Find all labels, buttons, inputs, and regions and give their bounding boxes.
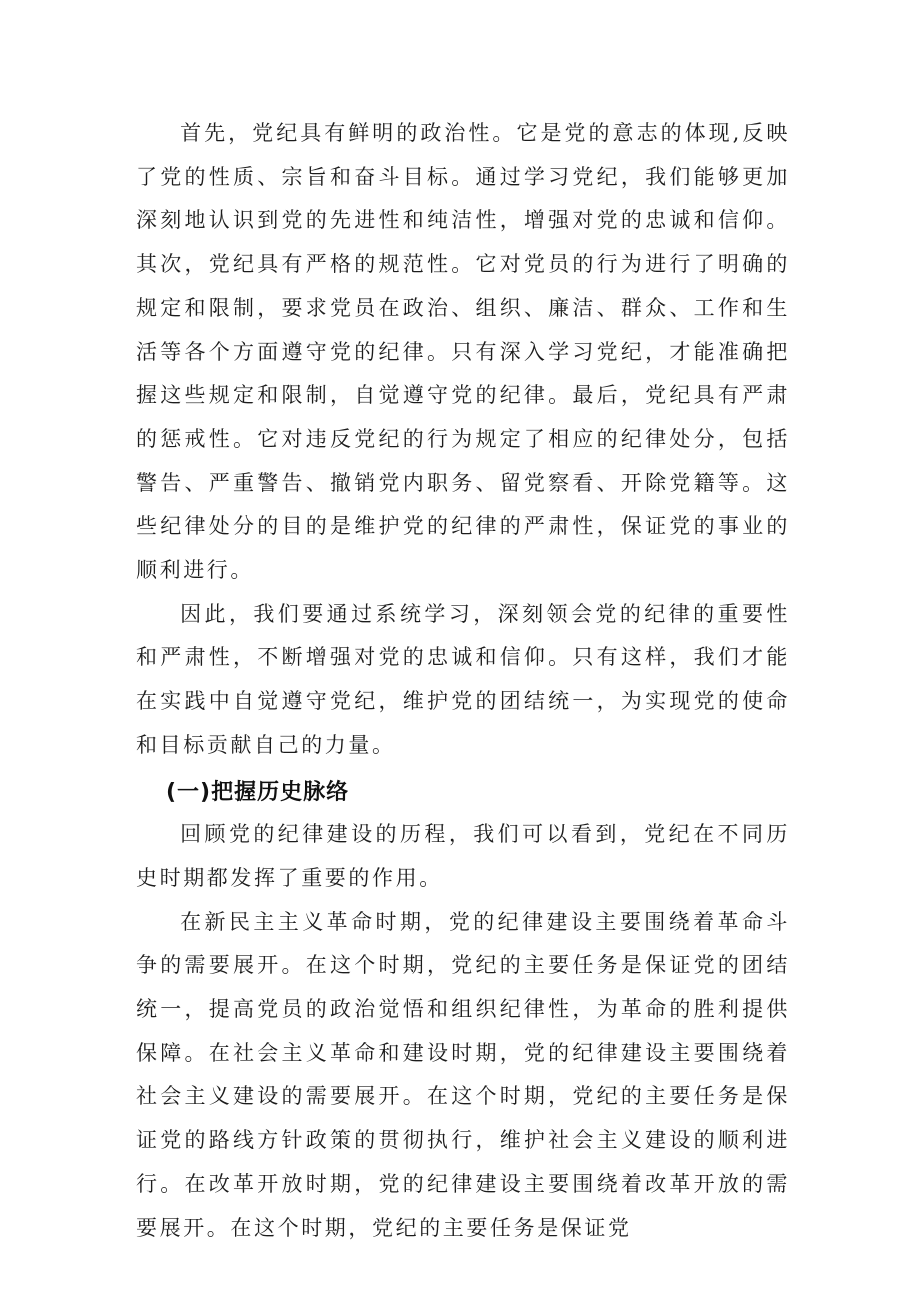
section-heading: (一)把握历史脉络 [166,779,350,805]
paragraph-history-periods: 在新民主主义革命时期，党的纪律建设主要围绕着革命斗争的需要展开。在这个时期，党纪的主要任务是保证党的团结统一，提高党员的政治觉悟和组织纪律性，为革命的胜利提供保障。在社会主义革命和建设时期，党的纪律建设主要围绕着社会主义建设的需要展开。在这个时期，党纪的主要任务是保证党的路线方针政策的贯彻执行，维护社会主义建设的顺利进行。在改革开放时期，党的纪律建设主要围绕着改革开放的需要展开。在这个时期，党纪的主要任务是保证党 [136,909,790,1240]
paragraph-conclusion: 因此，我们要通过系统学习，深刻领会党的纪律的重要性和严肃性，不断增强对党的忠诚和信仰。只有这样，我们才能在实践中自觉遵守党纪，维护党的团结统一，为实现党的使命和目标贡献自己的力量。 [136,601,790,757]
document-body [136,112,790,1250]
paragraph-party-discipline-nature: 首先，党纪具有鲜明的政治性。它是党的意志的体现,反映了党的性质、宗旨和奋斗目标。通过学习党纪，我们能够更加深刻地认识到党的先进性和纯洁性，增强对党的忠诚和信仰。其次，党纪具有严格的规范性。它对党员的行为进行了明确的规定和限制，要求党员在政治、组织、廉洁、群众、工作和生活等各个方面遵守党的纪律。只有深入学习党纪，才能准确把握这些规定和限制，自觉遵守党的纪律。最后，党纪具有严肃的惩戒性。它对违反党纪的行为规定了相应的纪律处分，包括警告、严重警告、撤销党内职务、留党察看、开除党籍等。这些纪律处分的目的是维护党的纪律的严肃性，保证党的事业的顺利进行。 [136,121,790,583]
paragraph-history-intro: 回顾党的纪律建设的历程，我们可以看到，党纪在不同历史时期都发挥了重要的作用。 [136,822,790,890]
